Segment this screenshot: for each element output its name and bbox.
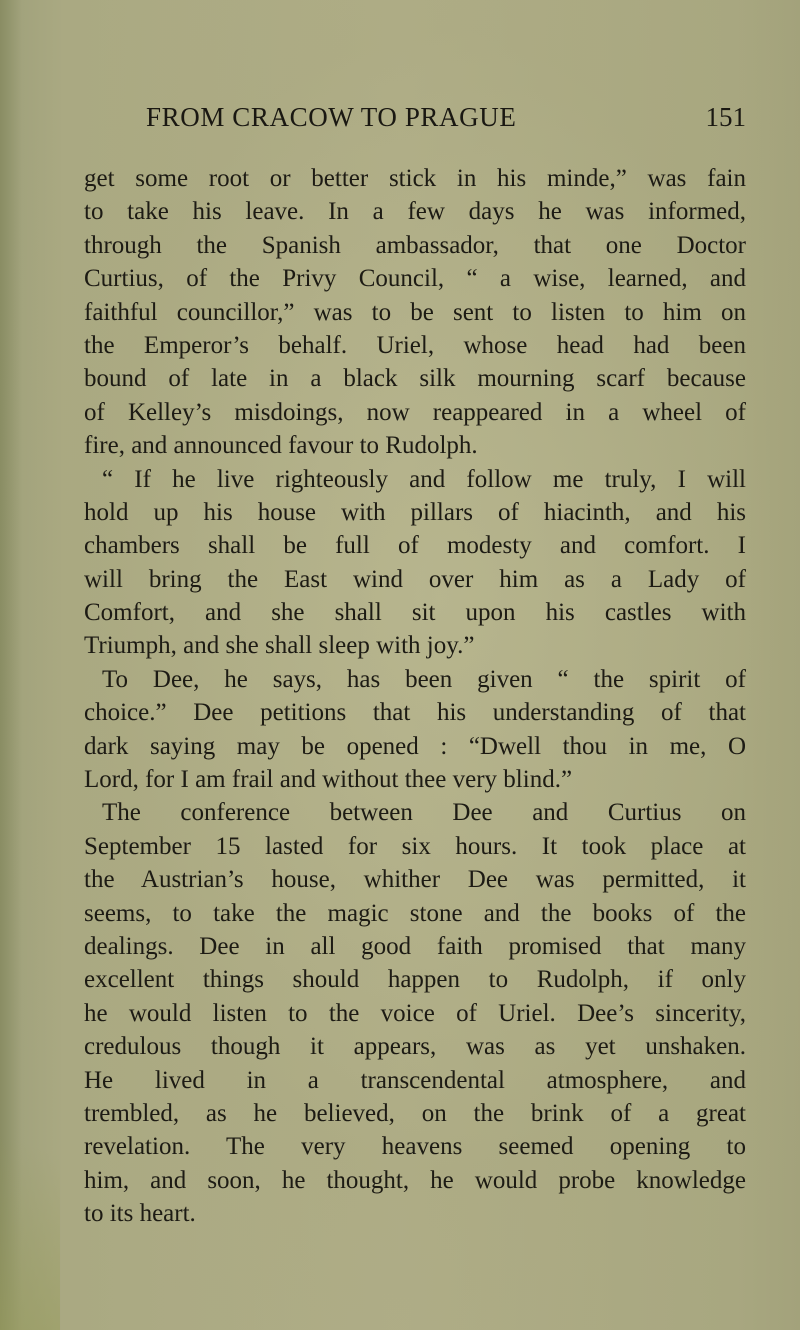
body-text: [84, 162, 746, 1231]
text-line: trembled, as he believed, on the brink of a great: [84, 1099, 746, 1127]
text-line: chambers shall be full of modesty and comfort. I: [84, 532, 746, 560]
running-head: [146, 102, 746, 142]
page-corner-shadow: [0, 1070, 60, 1330]
text-line: excellent things should happen to Rudolph, if only: [84, 966, 746, 994]
text-line: fire, and announced favour to Rudolph.: [84, 432, 478, 460]
running-title: FROM CRACOW TO PRAGUE: [146, 102, 517, 132]
text-line: dealings. Dee in all good faith promised that many: [84, 932, 746, 960]
text-line: he would listen to the voice of Uriel. Dee’s sincerity,: [84, 999, 746, 1027]
text-line: September 15 lasted for six hours. It took place at: [84, 832, 746, 860]
text-line: The conference between Dee and Curtius on: [102, 799, 746, 827]
text-line: the Emperor’s behalf. Uriel, whose head had been: [84, 331, 746, 359]
text-line: of Kelley’s misdoings, now reappeared in a wheel of: [84, 398, 746, 426]
text-line: to take his leave. In a few days he was informed,: [84, 198, 746, 226]
text-line: hold up his house with pillars of hiacinth, and his: [84, 498, 746, 526]
text-line: To Dee, he says, has been given “ the spirit of: [102, 665, 746, 693]
text-line: choice.” Dee petitions that his understanding of that: [84, 699, 746, 727]
text-line: Lord, for I am frail and without thee very blind.”: [84, 766, 573, 794]
text-line: to its heart.: [84, 1200, 196, 1228]
text-line: will bring the East wind over him as a Lady of: [84, 565, 746, 593]
text-line: Curtius, of the Privy Council, “ a wise, learned, and: [84, 265, 746, 293]
text-line: Triumph, and she shall sleep with joy.”: [84, 632, 475, 660]
text-line: credulous though it appears, was as yet unshaken.: [84, 1033, 746, 1061]
text-line: bound of late in a black silk mourning scarf because: [84, 365, 746, 393]
text-line: dark saying may be opened : “Dwell thou in me, O: [84, 732, 746, 760]
page-number: 151: [705, 102, 746, 132]
text-line: him, and soon, he thought, he would probe knowledge: [84, 1166, 746, 1194]
text-line: “ If he live righteously and follow me truly, I will: [102, 465, 746, 493]
text-line: through the Spanish ambassador, that one Doctor: [84, 231, 746, 259]
text-line: Comfort, and she shall sit upon his castles with: [84, 599, 746, 627]
text-line: get some root or better stick in his minde,” was fain: [84, 165, 746, 192]
text-line: He lived in a transcendental atmosphere, and: [84, 1066, 746, 1094]
text-line: the Austrian’s house, whither Dee was permitted, it: [84, 866, 746, 894]
text-line: revelation. The very heavens seemed opening to: [84, 1133, 746, 1161]
text-line: seems, to take the magic stone and the books of the: [84, 899, 746, 927]
text-line: faithful councillor,” was to be sent to listen to him on: [84, 298, 746, 326]
